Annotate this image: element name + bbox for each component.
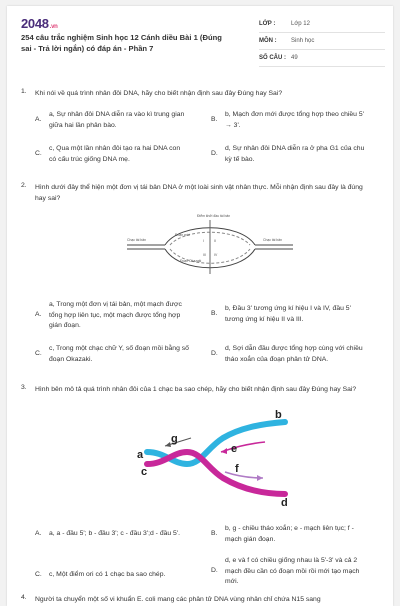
figure-label-strand-3: III: [203, 253, 206, 257]
figure-label-primer: Đoạn mồi: [175, 233, 190, 237]
figure-label-strand-2: II: [214, 239, 216, 243]
figure-label-g: g: [171, 433, 178, 445]
meta-count: [259, 50, 385, 67]
option-letter: D.: [211, 150, 218, 157]
option-text: c, Một điểm ori có 1 chạc ba sao chép.: [49, 571, 166, 578]
option-letter: D.: [211, 350, 218, 357]
option-text: b, Đầu 3' tương ứng kí hiệu I và IV, đầu 5' tương ứng kí hiệu II và III.: [225, 305, 351, 323]
option-text: a, Sự nhân đôi DNA diễn ra vào kì trung gian giữa hai lần phân bào.: [49, 111, 185, 129]
document-title: 254 câu trắc nghiệm Sinh học 12 Cánh diều Bài 1 (Đúng sai - Trả lời ngắn) có đáp án - Phần 7: [21, 33, 222, 53]
meta-count-label: SỐ CÂU :: [259, 55, 286, 61]
option-a[interactable]: [35, 524, 189, 540]
figure-label-okazaki: Đoạn Okazaki: [180, 259, 202, 263]
figure-label-fork-left: Chạc tái bản: [127, 238, 147, 242]
option-letter: C.: [35, 150, 42, 157]
option-text: a, a - đầu 5'; b - đầu 3'; c - đầu 3';d - đầu 5'.: [49, 530, 181, 537]
meta-subject: [259, 33, 385, 50]
figure-label-e: e: [231, 443, 238, 455]
question-text: Hình bên mô tả quá trình nhân đôi của 1 chạc ba sao chép, hãy cho biết nhận định sau đây Đúng hay Sai?: [35, 386, 357, 393]
site-logo[interactable]: 2048.vn: [21, 16, 58, 31]
replication-fork-figure: [125, 408, 305, 508]
question-3: [7, 384, 393, 594]
question-text: Khi nói về quá trình nhân đôi DNA, hãy cho biết nhận định sau đây Đúng hay Sai?: [35, 90, 283, 97]
question-text: Hình dưới đây thể hiện một đơn vị tái bản DNA ở một loài sinh vật nhân thực. Mỗi nhận định sau đây là đúng hay sai?: [35, 184, 363, 202]
option-letter: D.: [211, 567, 218, 574]
option-letter: A.: [35, 530, 42, 537]
question-number: 4.: [21, 594, 27, 601]
figure-label-f: f: [235, 463, 239, 475]
option-letter: C.: [35, 350, 42, 357]
option-text: d, e và f có chiều giống nhau là 5'-3' và cả 2 mạch đều cần có đoạn mồi rồi mới tạo mạch mới.: [225, 557, 360, 585]
document-page: [7, 6, 393, 606]
option-d[interactable]: [211, 556, 365, 588]
option-c[interactable]: [35, 344, 189, 365]
option-a[interactable]: [35, 300, 189, 332]
replication-bubble-figure: [125, 212, 295, 282]
meta-count-value: 49: [291, 55, 298, 61]
option-c[interactable]: [35, 560, 189, 581]
option-text: b, Mạch đơn mới được tổng hợp theo chiều 5' → 3'.: [225, 111, 364, 129]
question-number: 3.: [21, 384, 27, 391]
question-number: 1.: [21, 88, 27, 95]
option-text: c, Trong một chạc chữ Y, số đoạn mồi bằng số đoạn Okazaki.: [49, 345, 189, 363]
question-2: [7, 182, 393, 382]
option-c[interactable]: [35, 144, 189, 165]
meta-grade-label: LỚP :: [259, 21, 276, 27]
figure-label-origin: Điểm khởi đầu tái bản: [197, 214, 231, 218]
option-text: d, Sợi dẫn đầu được tổng hợp cùng với chiều tháo xoắn của đoạn phân tử DNA.: [225, 345, 363, 363]
figure-label-strand-1: I: [203, 239, 204, 243]
option-letter: B.: [211, 116, 218, 123]
option-b[interactable]: [211, 110, 365, 131]
option-text: b, g - chiều tháo xoắn; e - mạch liên tục; f - mạch gián đoạn.: [225, 525, 354, 543]
figure-label-c: c: [141, 466, 148, 478]
option-d[interactable]: [211, 144, 365, 165]
option-letter: C.: [35, 571, 42, 578]
figure-label-d: d: [281, 497, 288, 508]
option-b[interactable]: [211, 304, 365, 325]
document-meta: [259, 16, 385, 67]
option-letter: B.: [211, 310, 218, 317]
option-d[interactable]: [211, 344, 365, 365]
option-text: a, Trong một đơn vị tái bản, một mạch được tổng hợp liên tục, một mạch được tổng hợp gián đoạn.: [49, 301, 182, 329]
option-b[interactable]: [211, 524, 365, 545]
figure-label-b: b: [275, 409, 282, 421]
meta-grade-value: Lớp 12: [291, 21, 310, 27]
meta-subject-value: Sinh học: [291, 38, 315, 44]
meta-subject-label: MÔN :: [259, 38, 277, 44]
figure-label-fork-right: Chạc tái bản: [263, 238, 283, 242]
question-1: [7, 88, 393, 178]
question-number: 2.: [21, 182, 27, 189]
question-4: [7, 594, 393, 606]
question-text: Người ta chuyển một số vi khuẩn E. coli mang các phân tử DNA vùng nhân chỉ chứa N15 sang: [35, 596, 321, 603]
page-header: [7, 6, 393, 70]
option-letter: B.: [211, 530, 218, 537]
option-letter: A.: [35, 311, 42, 318]
option-text: c, Qua một lần nhân đôi tạo ra hai DNA con có cấu trúc giống DNA mẹ.: [49, 145, 181, 163]
option-a[interactable]: [35, 110, 189, 131]
meta-grade: [259, 16, 385, 33]
option-letter: A.: [35, 116, 42, 123]
figure-label-a: a: [137, 449, 144, 461]
figure-label-strand-4: IV: [214, 253, 218, 257]
option-text: d, Sự nhân đôi DNA diễn ra ở pha G1 của chu kỳ tế bào.: [225, 145, 365, 163]
